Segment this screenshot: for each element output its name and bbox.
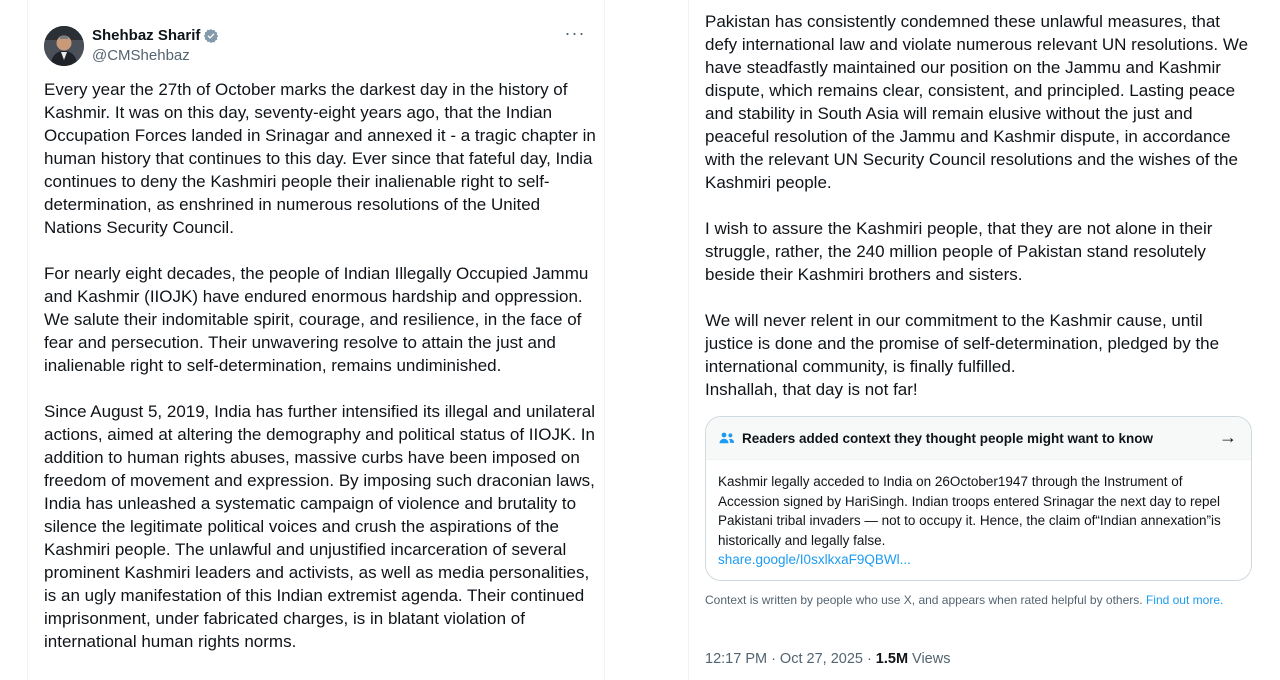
display-name[interactable]: Shehbaz Sharif — [92, 27, 201, 44]
community-note[interactable] — [705, 416, 1252, 581]
tweet-header — [44, 23, 590, 66]
more-options-icon[interactable]: ··· — [564, 23, 586, 43]
community-note-title: Readers added context they thought people might want to know — [742, 430, 1154, 446]
avatar[interactable] — [44, 26, 84, 66]
community-note-body — [706, 460, 1251, 570]
user-handle[interactable]: @CMShehbaz — [92, 47, 190, 64]
community-note-header[interactable] — [706, 417, 1251, 460]
tweet-time[interactable]: 12:17 PM — [705, 651, 768, 667]
context-footer — [705, 592, 1245, 608]
views-count[interactable]: 1.5M — [875, 651, 909, 667]
meta-separator: · — [771, 651, 776, 667]
people-icon — [718, 429, 736, 447]
community-note-link[interactable]: share.google/I0sxlkxaF9QBWl... — [718, 552, 911, 567]
verified-badge-icon — [203, 28, 219, 44]
community-note-text: Kashmir legally acceded to India on 26October1947 through the Instrument of Accession signed by HariSingh. Indian troops entered Srinagar the next day to repel Pakistani tribal invaders — not to occupy it. Hence, the claim of“Indian annexation”is historically and legally false. — [718, 474, 1221, 548]
avatar-image-icon — [44, 26, 84, 66]
arrow-right-icon[interactable]: → — [1219, 427, 1237, 447]
tweet-text-part-1: Every year the 27th of October marks the darkest day in the history of Kashmir. It was on this day, seventy-eight years ago, that the Indian Occupation Forces landed in Srinagar and annexed it - a tragic chapter in human history that continues to this day. Ever since that fateful day, India continues to deny the Kashmiri people their inalienable right to self-determination, as enshrined in numerous resolutions of the United Nations Security Council. For nearly eight decades, the people of Indian Illegally Occupied Jammu and Kashmir (IIOJK) have endured enormous hardship and oppression. We salute their indomitable spirit, courage, and resilience, in the face of fear and persecution. Their unwavering resolve to attain the just and inalienable right to self-determination, remains undiminished. Since August 5, 2019, India has further intensified its illegal and unilateral actions, aimed at altering the demography and political status of IIOJK. In addition to human rights abuses, massive curbs have been imposed on freedom of movement and expression. By imposing such draconian laws, India has unleashed a systematic campaign of violence and brutality to silence the legitimate political voices and crush the aspirations of the Kashmiri people. The unlawful and unjustified incarceration of several prominent Kashmiri leaders and activists, as well as media personalities, is an ugly manifestation of this Indian extremist agenda. Their continued imprisonment, under fabricated charges, is in blatant violation of international human rights norms. — [44, 80, 596, 651]
meta-separator-2: · — [866, 651, 872, 667]
tweet-date[interactable]: Oct 27, 2025 — [779, 651, 863, 667]
tweet-panel-right — [688, 0, 1266, 680]
find-out-more-link[interactable]: Find out more. — [1145, 593, 1224, 607]
context-footer-text: Context is written by people who use X, and appears when rated helpful by others. — [705, 593, 1143, 607]
tweet-panel-left — [27, 0, 605, 680]
tweet-meta — [705, 651, 950, 667]
tweet-text-part-2: Pakistan has consistently condemned these unlawful measures, that defy international law and violate numerous relevant UN resolutions. We have steadfastly maintained our position on the Jammu and Kashmir dispute, which remains clear, consistent, and principled. Lasting peace and stability in South Asia will remain elusive without the just and peaceful resolution of the Jammu and Kashmir dispute, in accordance with the relevant UN Security Council resolutions and the wishes of the Kashmiri people. I wish to assure the Kashmiri people, that they are not alone in their struggle, rather, the 240 million people of Pakistan stand resolutely beside their Kashmiri brothers and sisters. We will never relent in our commitment to the Kashmir cause, until justice is done and the promise of self-determination, pledged by the international community, is finally fulfilled. Inshallah, that day is not far! — [705, 12, 1249, 399]
views-label: Views — [912, 651, 951, 667]
